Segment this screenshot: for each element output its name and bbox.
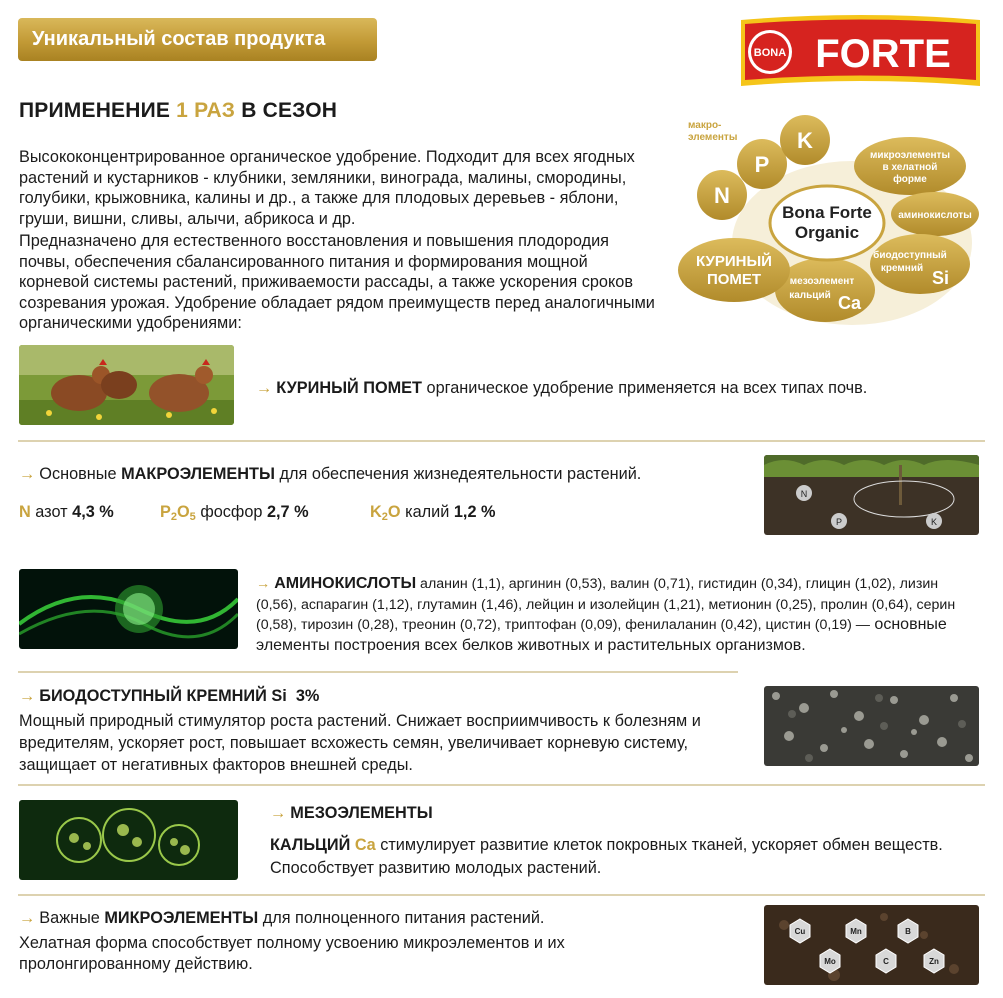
divider [18,894,985,896]
n-chip: N [714,183,730,208]
macro-label-2: элементы [688,132,738,143]
bona-forte-logo [737,14,984,92]
micro-label-1: микроэлементы [870,150,950,161]
micro-label-2: в хелатной [882,162,938,173]
soil-label-n: N [800,489,808,499]
micro-label-zn: Zn [929,957,939,966]
silicon-row-heading: → БИОДОСТУПНЫЙ КРЕМНИЙ Si 3% [19,687,320,705]
meso-label-2: кальций [789,290,831,301]
silicon-label-1: биодоступный [873,250,947,261]
potassium-value: $K_2O$ калий 1,2 % [370,503,496,523]
arrow-icon: → [19,687,36,705]
micro-label-3: форме [893,174,927,185]
amino-acids-image [19,569,238,649]
micro-label-cu: Cu [794,927,806,936]
macro-row-heading: → Основные МАКРОЭЛЕМЕНТЫ для обеспечения жизнедеятельности растений. [19,465,642,483]
arrow-icon: → [270,804,287,822]
micro-label-mn: Mn [850,927,862,936]
calcium-cells-image [19,800,238,880]
micro-row-heading: → Важные МИКРОЭЛЕМЕНТЫ для полноценного питания растений. [19,909,545,927]
center-label-1: Bona Forte [782,203,872,222]
arrow-icon: → [19,465,36,483]
soil-label-k: K [930,517,938,527]
macro-label-1: макро- [688,120,722,131]
center-label-2: Organic [794,223,860,242]
soil-label-p: P [835,517,843,527]
arrow-icon: → [256,576,271,592]
micro-row-text: Хелатная форма способствует полному усвоению микроэлементов и их пролонгированному действию. [19,934,565,973]
micro-elements-soil-photo [764,905,979,985]
description-paragraph-2: Предназначено для естественного восстановления и повышения плодородия почвы, обеспечения сбалансированного питания и формирования мощной корневой системы растений, приживаемости рассады, а также ускорения сроков созревания урожая. Удобрение обладает рядом преимуществ перед аналогичными органическими удобрениями: [19,232,655,332]
divider [18,440,985,442]
divider [18,671,738,673]
micro-label-b: B [905,927,911,936]
p-chip: P [754,152,770,177]
nitrogen-value: N азот 4,3 % [19,503,114,521]
micro-label-c: C [883,957,889,966]
k-chip: K [797,128,813,153]
soil-npk-photo [764,455,979,535]
manure-row-text: → КУРИНЫЙ ПОМЕТ органическое удобрение применяется на всех типах почв. [256,379,868,397]
si-symbol: Si [932,268,950,288]
manure-label-2: ПОМЕТ [706,271,762,288]
application-heading: ПРИМЕНЕНИЕ 1 РАЗ В СЕЗОН [19,99,338,122]
phosphorus-value: $P_2O_5$ фосфор 2,7 % [160,503,309,523]
arrow-icon: → [19,909,36,927]
composition-diagram [670,108,990,333]
amino-label: аминокислоты [898,210,972,221]
silicon-granules-photo [764,686,979,766]
silicon-label-2: кремний [880,263,924,274]
section-banner: Уникальный состав продукта [18,18,377,61]
amino-row-text: → АМИНОКИСЛОТЫ аланин (1,1), аргинин (0,53), валин (0,71), гистидин (0,34), глицин (1,02), лизин (0,56), аспарагин (1,12), глутамин (1,46), лейцин и изолейцин (1,21), метионин (0,25), пролин (0,64), серин (0,58), тирозин (0,28), треонин (0,72), триптофан (0,09), фенилаланин (0,42), цистин (0,19) — основные элементы построения всех белков животных и растительных организмов. [256,575,956,654]
description-paragraph-1: Высококонцентрированное органическое удобрение. Подходит для всех ягодных растений и кустарников - клубники, земляники, винограда, малины, смородины, голубики, крыжовника, калины и др., а также для плодовых деревьев - яблони, груши, вишни, сливы, алычи, абрикоса и др. [19,148,635,228]
micro-label-mo: Mo [824,957,836,966]
meso-row-heading: → МЕЗОЭЛЕМЕНТЫ [270,804,433,822]
meso-row-text: КАЛЬЦИЙ Ca стимулирует развитие клеток покровных тканей, ускоряет обмен веществ. Способствует развитию молодых растений. [270,836,943,877]
logo-name: FORTE [815,32,951,76]
divider [18,784,985,786]
meso-label-1: мезоэлемент [789,276,855,287]
chickens-photo [19,345,234,425]
silicon-row-text: Мощный природный стимулятор роста растений. Снижает восприимчивость к болезням и вредителям, ускоряет рост, повышает всхожесть семян, увеличивает корневую систему, защищает от негативных факторов внешней среды. [19,712,701,774]
manure-label-1: КУРИНЫЙ [696,253,772,270]
logo-prefix: BONA [753,47,787,59]
ca-symbol: Ca [838,293,862,313]
arrow-icon: → [256,379,273,397]
